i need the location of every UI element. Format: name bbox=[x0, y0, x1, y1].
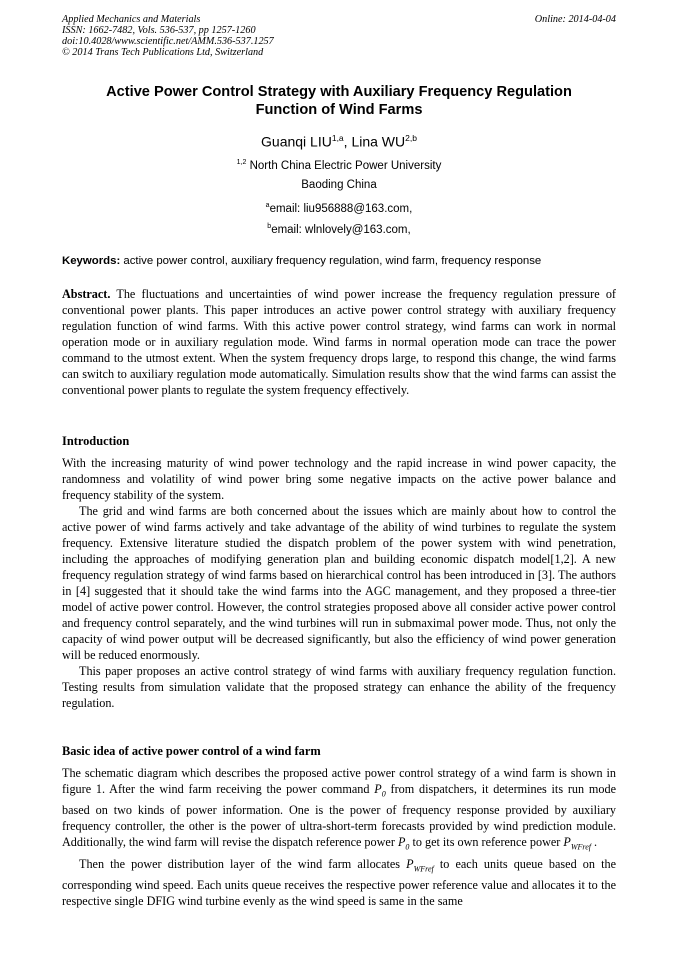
author-list bbox=[62, 130, 616, 150]
abstract-label: Abstract. bbox=[62, 287, 111, 301]
intro-paragraph-3: This paper proposes an active control strategy of wind farms with auxiliary frequency regulation function. Testing results from simulation validate that the proposed strategy can enhance the ability of the frequency regulation. bbox=[62, 664, 616, 710]
email-a-text: email: liu956888@163.com, bbox=[269, 202, 413, 215]
p0-subscript: 0 bbox=[405, 842, 410, 852]
p0-letter: P bbox=[374, 782, 382, 796]
affiliation-location: Baoding China bbox=[301, 179, 377, 191]
journal-header bbox=[62, 14, 616, 58]
s2-text-a: The schematic diagram which describes the proposed active power control strategy of a wind farm is shown in figure 1. After the wind farm receiving the power command bbox=[62, 766, 616, 796]
online-date: Online: 2014-04-04 bbox=[534, 14, 616, 25]
title-line-1: Active Power Control Strategy with Auxiliary Frequency Regulation bbox=[106, 84, 572, 100]
journal-name: Applied Mechanics and Materials bbox=[62, 14, 201, 25]
author-1-affil: 1,a bbox=[331, 133, 344, 143]
doi-line: doi:10.4028/www.scientific.net/AMM.536-537.1257 bbox=[62, 36, 274, 47]
author-2-affil: 2,b bbox=[405, 133, 417, 143]
affiliation-sup: 1,2 bbox=[236, 159, 247, 166]
intro-paragraph-1: With the increasing maturity of wind power technology and the rapid increase in wind power capacity, the randomness and volatility of wind power bring some negative impacts on the active power balance and frequency stability of the system. bbox=[62, 456, 616, 502]
email-b bbox=[62, 220, 616, 237]
p0-letter: P bbox=[397, 835, 406, 850]
abstract-paragraph bbox=[62, 286, 616, 398]
keywords bbox=[62, 254, 616, 268]
introduction-body bbox=[62, 455, 616, 711]
p0-variable bbox=[397, 835, 410, 852]
introduction-heading: Introduction bbox=[62, 434, 130, 448]
abstract-text: The fluctuations and uncertainties of wind power increase the frequency regulation pressure of conventional power plants. This paper introduces an active power control strategy with auxiliary frequency regulation function of wind farms. With this active power control strategy, wind farms can work in normal operation mode or in auxiliary regulation mode. Wind farms in normal operation mode can trace the power command to the utmost extent. When the system frequency drops large, to respond this change, the wind farms can switch to auxiliary regulation mode automatically. Simulation results show that the wind farms can assist the conventional power plants to regulate the system frequency effectively. bbox=[62, 287, 616, 397]
pwfref-variable bbox=[406, 856, 434, 874]
email-b-sup: b bbox=[267, 223, 272, 230]
keywords-text: active power control, auxiliary frequency regulation, wind farm, frequency response bbox=[120, 255, 542, 267]
section-2-body bbox=[62, 765, 616, 909]
intro-paragraph-2: The grid and wind farms are both concerned about the issues which are mainly about how to control the active power of wind farms actively and take advantage of the ability of wind turbines to regulate the system frequency. Extensive literature studied the dispatch problem of the power system with wind penetration, including the approaches of modifying generation plan and building economic dispatch model[1,2]. A new frequency regulation strategy of wind farms based on hierarchical control has been introduced in [3]. The authors in [4] suggested that it should take the wind farms into the AGC management, and they proposed a three-tier model of active power control. However, the control strategies proposed above all consider active power control and frequency control separately, and the wind turbines will run in submaximal power mode. Thus, not only the capacity of wind power output will be decreased significantly, but also the efficiency of wind power generation will be reduced enormously. bbox=[62, 504, 616, 662]
pwfref-subscript: WFref bbox=[570, 842, 591, 852]
title-line-2: Function of Wind Farms bbox=[255, 102, 423, 118]
s2-text-d: . bbox=[590, 835, 598, 850]
institution-name: North China Electric Power University bbox=[246, 159, 442, 172]
pwfref-subscript: WFref bbox=[413, 864, 434, 874]
keywords-label: Keywords: bbox=[62, 255, 121, 267]
pwfref-letter: P bbox=[563, 835, 571, 850]
s2-p2-text-b: to each units queue based on the corresponding wind speed. Each units queue receives the respective power reference value and allocates it to the respective single DFIG wind turbine evenly as the wind speed is same in the same bbox=[62, 856, 616, 909]
author-separator: , bbox=[343, 133, 352, 150]
section-2-paragraph-2 bbox=[62, 856, 616, 909]
abstract bbox=[62, 286, 616, 398]
email-a-sup: a bbox=[265, 202, 270, 209]
section-2-paragraph-1 bbox=[62, 765, 616, 856]
paper-title bbox=[62, 83, 616, 119]
pwfref-letter: P bbox=[406, 856, 414, 871]
p0-subscript: 0 bbox=[381, 789, 386, 799]
author-2: Lina WU bbox=[351, 133, 406, 150]
affiliation-institution bbox=[62, 156, 616, 173]
pwfref-variable bbox=[563, 835, 591, 852]
author-1: Guanqi LIU bbox=[261, 133, 332, 150]
s2-p2-text-a: Then the power distribution layer of the wind farm allocates bbox=[79, 856, 407, 871]
email-a bbox=[62, 199, 616, 216]
copyright-line: © 2014 Trans Tech Publications Ltd, Switzerland bbox=[62, 47, 264, 58]
s2-text-b: from dispatchers, it determines its run mode based on two kinds of power information. One is the power of frequency response provided by auxiliary frequency controller, the other is the power of ultra-short-term forecasts provided by wind prediction module. Additionally, the wind farm will revise the dispatch reference power bbox=[62, 782, 616, 850]
email-b-text: email: wlnlovely@163.com, bbox=[271, 223, 411, 236]
p0-variable bbox=[374, 782, 386, 799]
s2-text-c: to get its own reference power bbox=[409, 835, 564, 850]
section-2-heading: Basic idea of active power control of a wind farm bbox=[62, 744, 321, 758]
issn-line: ISSN: 1662-7482, Vols. 536-537, pp 1257-1260 bbox=[62, 25, 256, 36]
